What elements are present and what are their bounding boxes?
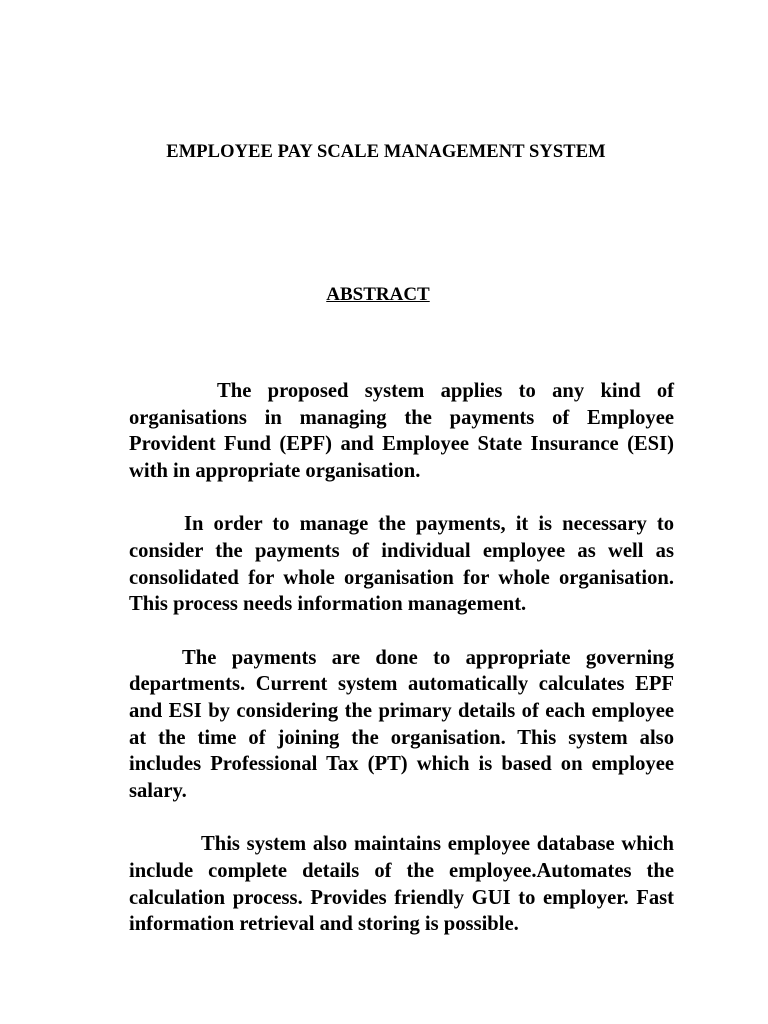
paragraph: The payments are done to appropriate governing departments. Current system automatically calculates EPF and ESI by considering the primary details of each employee at the time of joining the organisation. This system also includes Professional Tax (PT) which is based on employee salary. xyxy=(129,646,674,802)
paragraph: The proposed system applies to any kind of organisations in managing the payments of Employee Provident Fund (EPF) and Employee State Insurance (ESI) with in appropriate organisation. xyxy=(129,380,674,482)
document-title: EMPLOYEE PAY SCALE MANAGEMENT SYSTEM xyxy=(166,142,606,162)
abstract-body xyxy=(129,378,674,965)
abstract-heading: ABSTRACT xyxy=(326,284,430,305)
paragraph: This system also maintains employee database which include complete details of the employee.Automates the calculation process. Provides friendly GUI to employer. Fast information retrieval and storing is possible. xyxy=(129,833,674,936)
paragraph: In order to manage the payments, it is necessary to consider the payments of individual employee as well as consolidated for whole organisation for whole organisation. This process needs information management. xyxy=(129,513,674,616)
